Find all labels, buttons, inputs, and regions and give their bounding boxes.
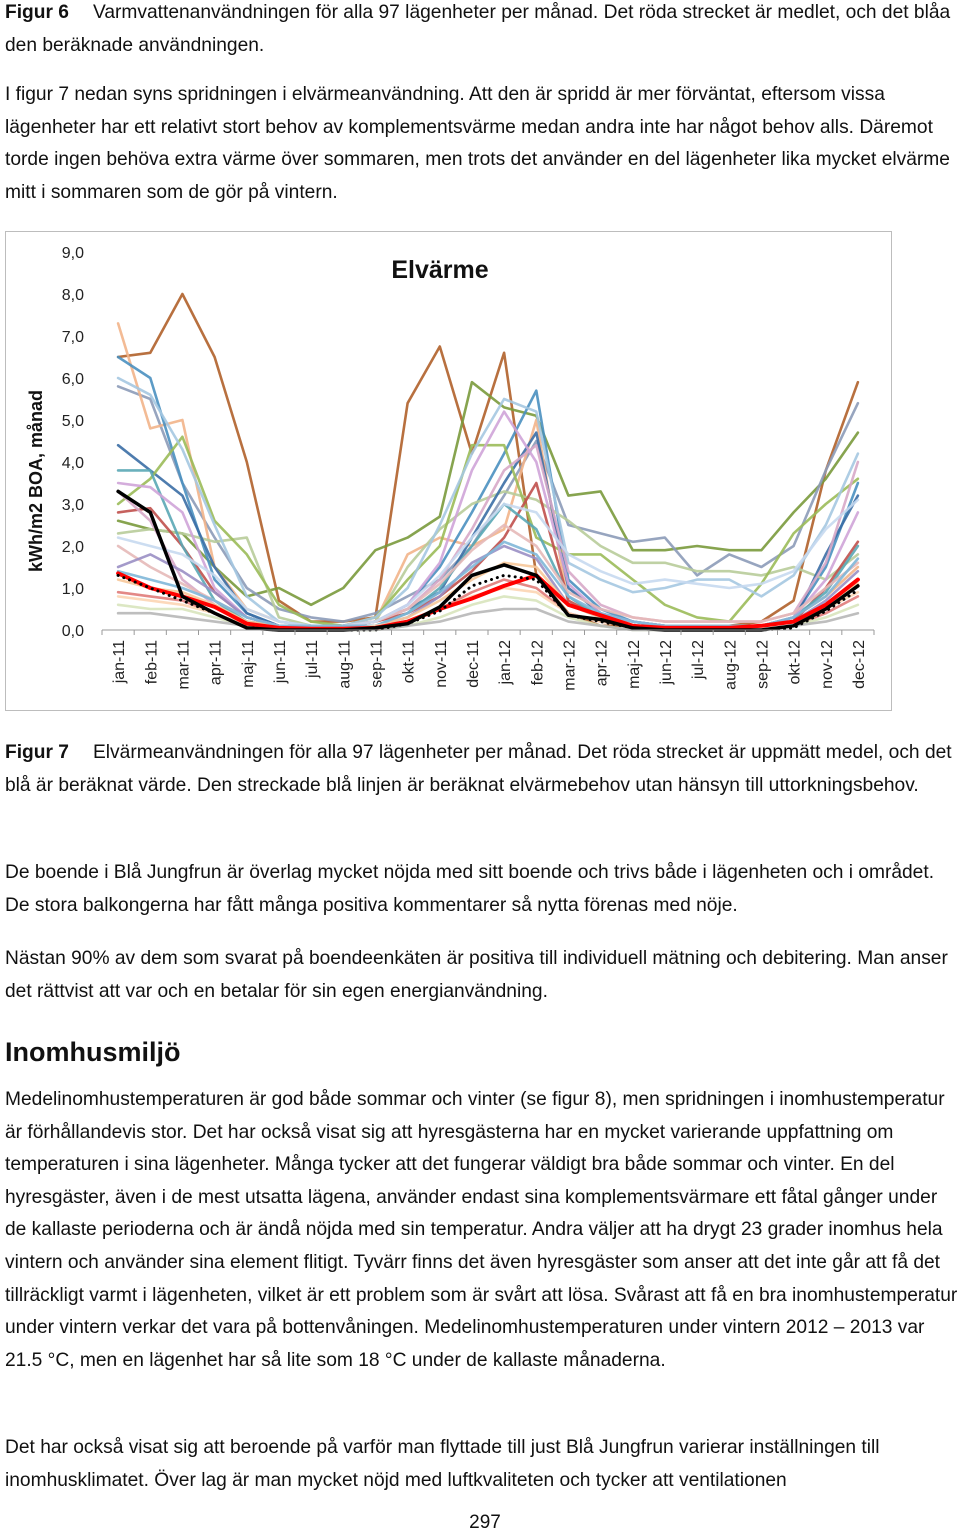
paragraph-residents: De boende i Blå Jungfrun är överlag mycket nöjda med sitt boende och trivs både i lägenheten och i området. De stora balkongerna har fått många positiva kommentarer så nytta förenas med nöje.: [5, 862, 935, 916]
x-tick-label: mar-12: [561, 640, 579, 691]
x-tick-label: feb-11: [143, 640, 161, 685]
x-tick-label: feb-12: [529, 640, 547, 686]
y-tick-label: 4,0: [61, 455, 84, 472]
x-tick-label: apr-11: [207, 640, 225, 686]
page-number: 297: [469, 1512, 501, 1533]
x-tick-label: nov-11: [432, 640, 450, 688]
x-tick-label: sep-12: [754, 640, 772, 689]
x-tick-label: maj-11: [239, 640, 257, 688]
x-axis: [102, 630, 874, 691]
y-tick-label: 6,0: [61, 371, 84, 388]
figure-6-label: Figur 6: [5, 2, 69, 23]
y-tick-label: 5,0: [61, 413, 84, 430]
x-tick-label: okt-12: [786, 640, 804, 685]
apartment-series-line: [118, 437, 858, 626]
figure-7-label: Figur 7: [5, 742, 69, 763]
x-tick-label: mar-11: [175, 640, 193, 690]
x-tick-label: jan-12: [497, 640, 515, 685]
x-tick-label: dec-12: [850, 640, 868, 689]
y-tick-label: 1,0: [61, 581, 84, 598]
x-tick-label: aug-12: [722, 640, 740, 690]
chart-frame: [5, 231, 892, 711]
x-tick-label: jan-11: [111, 640, 129, 684]
y-axis-label: kWh/m2 BOA, månad: [26, 389, 46, 573]
figure-7-caption: [5, 737, 955, 802]
electric-heating-chart: [6, 232, 893, 712]
figure-6-text: Varmvattenanvändningen för alla 97 lägenheter per månad. Det röda strecket är medlet, och det blåa den beräknade användningen.: [5, 2, 951, 56]
x-tick-label: jul-11: [304, 640, 322, 678]
y-axis-ticks: [62, 245, 84, 640]
figure-7-text: Elvärmeanvändningen för alla 97 lägenheter per månad. Det röda strecket är uppmätt medel, och det blå är beräknat värde. Den streckade blå linjen är beräknat elvärmebehov utan hänsyn till uttorkningsbehov.: [5, 742, 952, 796]
section-heading: Inomhusmiljö: [5, 1037, 181, 1067]
x-tick-label: jun-12: [657, 640, 675, 685]
y-tick-label: 2,0: [61, 539, 84, 556]
paragraph-metering: Nästan 90% av dem som svarat på boendeenkäten är positiva till individuell mätning och debitering. Man anser det rättvist att var och en betalar för sin egen energianvändning.: [5, 948, 948, 1002]
chart-title: Elvärme: [391, 256, 489, 284]
apartment-series-line: [118, 294, 858, 626]
x-tick-label: maj-12: [625, 640, 643, 689]
paragraph-indoor-temperature: Medelinomhustemperaturen är god både sommar och vinter (se figur 8), men spridningen i inomhustemperatur är förhållandevis stor. Det har också visat sig att hyresgästerna har en mycket varierande uppfattning om temperaturen i sina lägenheter. Många tycker att det fungerar väldigt bra både sommar och vinter. En del hyresgäster, även i de mest utsatta lägena, använder endast sina komplementsvärmare ett fåtal gånger under de kallaste perioderna och är ändå nöjda med sin temperatur. Andra väljer att ha drygt 23 grader inomhus hela vintern och använder sina element flitigt. Tyvärr finns det även hyresgäster som anser att det inte går att få det tillräckligt varmt i lägenheten, vilket är ett problem som är svårt att lösa. Svårast att få en bra inomhustemperatur under vintern verkar det vara på bottenvåningen. Medelinomhustemperaturen under vintern 2012 – 2013 var 21.5 °C, men en lägenhet har så lite som 18 °C under de kallaste månaderna.: [5, 1089, 958, 1371]
x-tick-label: sep-11: [368, 640, 386, 688]
y-tick-label: 9,0: [61, 245, 84, 262]
x-tick-label: okt-11: [400, 640, 418, 684]
y-tick-label: 0,0: [61, 623, 84, 640]
x-tick-label: jul-12: [690, 640, 708, 680]
apartment-series-line: [118, 433, 858, 626]
x-tick-label: dec-11: [464, 640, 482, 688]
y-tick-label: 7,0: [61, 329, 84, 346]
x-tick-label: nov-12: [818, 640, 836, 689]
y-tick-label: 3,0: [61, 497, 84, 514]
paragraph-indoor-climate: Det har också visat sig att beroende på varför man flyttade till just Blå Jungfrun varierar inställningen till inomhusklimatet. Över lag är man mycket nöjd med luftkvaliteten och tycker att ventilationen: [5, 1437, 880, 1491]
x-tick-label: jun-11: [271, 640, 289, 684]
figure-6-caption: [5, 0, 955, 62]
apartment-series: [118, 294, 858, 630]
x-tick-label: apr-12: [593, 640, 611, 687]
y-tick-label: 8,0: [61, 287, 84, 304]
x-tick-label: aug-11: [336, 640, 354, 689]
intro-paragraph: I figur 7 nedan syns spridningen i elvärmeanvändning. Att den är spridd är mer förväntat, eftersom vissa lägenheter har ett relativt stort behov av komplementsvärme medan andra inte har något behov alls. Däremot torde ingen behöva extra värme över sommaren, men trots det använder en del lägenheter lika mycket elvärme mitt i sommaren som de gör på vintern.: [5, 84, 950, 203]
